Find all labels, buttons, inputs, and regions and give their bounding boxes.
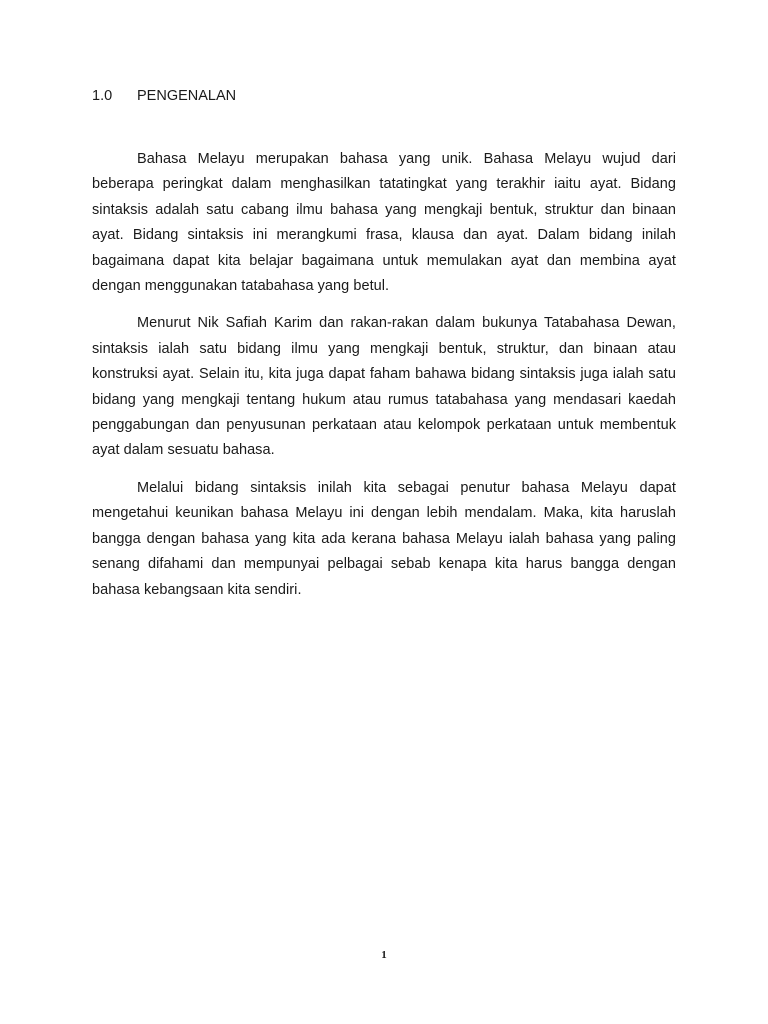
section-number: 1.0 (92, 88, 113, 104)
section-heading (92, 86, 236, 106)
page-number: 1 (381, 949, 387, 961)
body-text (92, 147, 676, 615)
paragraph-3: Melalui bidang sintaksis inilah kita sebagai penutur bahasa Melayu dapat mengetahui keunikan bahasa Melayu ini dengan lebih mendalam. Maka, kita haruslah bangga dengan bahasa yang kita ada kerana bahasa Melayu ialah bahasa yang paling senang difahami dan mempunyai pelbagai sebab kenapa kita harus bangga dengan bahasa kebangsaan kita sendiri. (92, 479, 676, 598)
section-title: PENGENALAN (137, 88, 237, 104)
paragraph-2: Menurut Nik Safiah Karim dan rakan-rakan dalam bukunya Tatabahasa Dewan, sintaksis ialah satu bidang ilmu yang mengkaji bentuk, struktur, dan binaan atau konstruksi ayat. Selain itu, kita juga dapat faham bahawa bidang sintaksis juga ialah satu bidang yang mengkaji tentang hukum atau rumus tatabahasa yang mendasari kaedah penggabungan dan penyusunan perkataan atau kelompok perkataan untuk membentuk ayat dalam sesuatu bahasa. (92, 315, 676, 459)
paragraph-1: Bahasa Melayu merupakan bahasa yang unik. Bahasa Melayu wujud dari beberapa peringkat dalam menghasilkan tatatingkat yang terakhir iaitu ayat. Bidang sintaksis adalah satu cabang ilmu bahasa yang mengkaji bentuk, struktur dan binaan ayat. Bidang sintaksis ini merangkumi frasa, klausa dan ayat. Dalam bidang inilah bagaimana dapat kita belajar bagaimana untuk memulakan ayat dan membina ayat dengan menggunakan tatabahasa yang betul. (92, 151, 676, 295)
